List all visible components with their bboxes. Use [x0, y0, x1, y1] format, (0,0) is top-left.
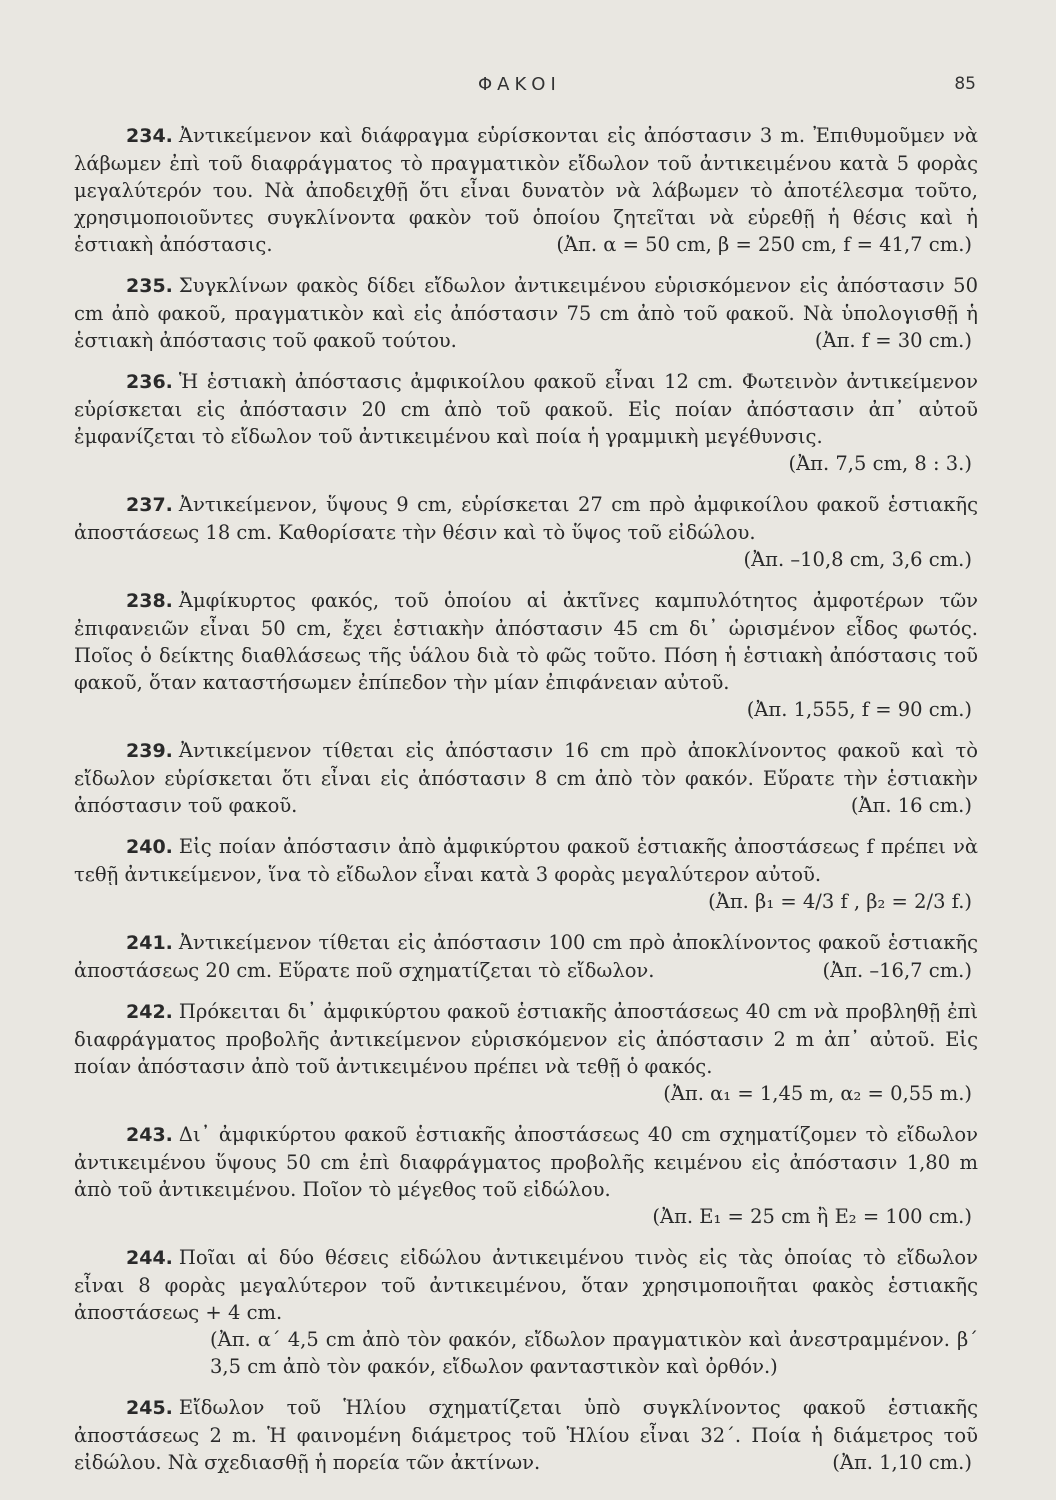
problem-answer: (Ἀπ. 7,5 cm, 8 : 3.)	[788, 452, 972, 475]
problem-answer: (Ἀπ. –16,7 cm.)	[822, 959, 972, 982]
problem-number: 239.	[126, 740, 173, 762]
problem-answer: (Ἀπ. E₁ = 25 cm ἢ E₂ = 100 cm.)	[652, 1205, 972, 1228]
problem-answer: (Ἀπ. f = 30 cm.)	[814, 329, 972, 352]
problem-text: Ἀντικείμενον καὶ διάφραγμα εὑρίσκονται εἰς ἀπόστασιν 3 m. Ἐπιθυμοῦμεν νὰ λάβωμεν ἐπὶ τοῦ διαφράγματος τὸ πραγματικὸν εἴδωλον τοῦ ἀντικειμένου κατὰ 5 φορὰς μεγαλύτερόν του. Νὰ ἀποδειχθῇ ὅτι εἶναι δυνατὸν νὰ λάβωμεν τὸ ἀποτέλεσμα τοῦτο, χρησιμοποιοῦντες συγκλίνοντα φακὸν τοῦ ὁποίου ζητεῖται νὰ εὑρεθῇ ἡ θέσις καὶ ἡ ἑστιακὴ ἀπόστασις.	[74, 124, 978, 256]
problem-answer: (Ἀπ. β₁ = 4/3 f , β₂ = 2/3 f.)	[708, 890, 972, 913]
problem-234	[74, 122, 978, 258]
problem-number: 243.	[126, 1124, 173, 1146]
problem-answer: (Ἀπ. 16 cm.)	[850, 794, 972, 817]
problem-number: 240.	[126, 836, 173, 858]
problem-answer: (Ἀπ. 1,10 cm.)	[832, 1451, 972, 1474]
problem-240	[74, 833, 978, 915]
problem-answer: (Ἀπ. –10,8 cm, 3,6 cm.)	[743, 548, 972, 571]
problem-text: Ἀντικείμενον τίθεται εἰς ἀπόστασιν 16 cm πρὸ ἀποκλίνοντος φακοῦ καὶ τὸ εἴδωλον εὑρίσκεται ὅτι εἶναι εἰς ἀπόστασιν 8 cm ἀπὸ τὸν φακόν. Εὕρατε τὴν ἑστιακὴν ἀπόστασιν τοῦ φακοῦ.	[74, 739, 978, 817]
problem-number: 244.	[126, 1247, 173, 1269]
problem-text: Ἀντικείμενον, ὕψους 9 cm, εὑρίσκεται 27 cm πρὸ ἀμφικοίλου φακοῦ ἑστιακῆς ἀποστάσεως 18 cm. Καθορίσατε τὴν θέσιν καὶ τὸ ὕψος τοῦ εἰδώλου.	[74, 493, 978, 544]
problem-number: 234.	[126, 125, 173, 147]
problem-text: Ἡ ἑστιακὴ ἀπόστασις ἀμφικοίλου φακοῦ εἶναι 12 cm. Φωτεινὸν ἀντικείμενον εὑρίσκεται εἰς ἀπόστασιν 20 cm ἀπὸ τοῦ φακοῦ. Εἰς ποίαν ἀπόστασιν ἀπ᾽ αὐτοῦ ἐμφανίζεται τὸ εἴδωλον τοῦ ἀντικειμένου καὶ ποία ἡ γραμμικὴ μεγέθυνσις.	[74, 370, 978, 448]
problem-number: 236.	[126, 371, 173, 393]
problem-235	[74, 272, 978, 354]
page-number: 85	[954, 74, 976, 94]
problem-number: 235.	[126, 275, 173, 297]
problem-answer: (Ἀπ. 1,555, f = 90 cm.)	[746, 698, 972, 721]
problem-answer: (Ἀπ. α = 50 cm, β = 250 cm, f = 41,7 cm.)	[556, 233, 972, 256]
problem-text: Συγκλίνων φακὸς δίδει εἴδωλον ἀντικειμένου εὑρισκόμενον εἰς ἀπόστασιν 50 cm ἀπὸ φακοῦ, πραγματικὸν καὶ εἰς ἀπόστασιν 75 cm ἀπὸ τοῦ φακοῦ. Νὰ ὑπολογισθῇ ἡ ἑστιακὴ ἀπόστασις τοῦ φακοῦ τούτου.	[74, 274, 978, 352]
problem-answer: (Ἀπ. α΄ 4,5 cm ἀπὸ τὸν φακόν, εἴδωλον πραγματικὸν καὶ ἀνεστραμμένον. β΄ 3,5 cm ἀπὸ τὸν φακόν, εἴδωλον φανταστικὸν καὶ ὀρθόν.)	[210, 1328, 978, 1378]
problem-236	[74, 368, 978, 477]
problem-number: 245.	[126, 1397, 173, 1419]
problem-text: Εἴδωλον τοῦ Ἡλίου σχηματίζεται ὑπὸ συγκλίνοντος φακοῦ ἑστιακῆς ἀποστάσεως 2 m. Ἡ φαινομένη διάμετρος τοῦ Ἡλίου εἶναι 32΄. Ποία ἡ διάμετρος τοῦ εἰδώλου. Νὰ σχεδιασθῇ ἡ πορεία τῶν ἀκτίνων.	[74, 1396, 978, 1474]
problem-number: 242.	[126, 1001, 173, 1023]
problem-237	[74, 491, 978, 573]
problem-text: Δι᾽ ἀμφικύρτου φακοῦ ἑστιακῆς ἀποστάσεως 40 cm σχηματίζομεν τὸ εἴδωλον ἀντικειμένου ὕψους 50 cm ἐπὶ διαφράγματος προβολῆς κειμένου εἰς ἀπόστασιν 1,80 m ἀπὸ τοῦ ἀντικειμένου. Ποῖον τὸ μέγεθος τοῦ εἰδώλου.	[74, 1123, 978, 1201]
problem-244	[74, 1244, 978, 1380]
problem-245	[74, 1394, 978, 1476]
problem-243	[74, 1121, 978, 1230]
problem-text: Ἀντικείμενον τίθεται εἰς ἀπόστασιν 100 cm πρὸ ἀποκλίνοντος φακοῦ ἑστιακῆς ἀποστάσεως 20 cm. Εὕρατε ποῦ σχηματίζεται τὸ εἴδωλον.	[74, 931, 978, 982]
problem-text: Ποῖαι αἱ δύο θέσεις εἰδώλου ἀντικειμένου τινὸς εἰς τὰς ὁποίας τὸ εἴδωλον εἶναι 8 φορὰς μεγαλύτερον τοῦ ἀντικειμένου, ὅταν χρησιμοποιῆται φακὸς ἑστιακῆς ἀποστάσεως + 4 cm.	[74, 1246, 978, 1324]
problem-text: Εἰς ποίαν ἀπόστασιν ἀπὸ ἀμφικύρτου φακοῦ ἑστιακῆς ἀποστάσεως f πρέπει νὰ τεθῇ ἀντικείμενον, ἵνα τὸ εἴδωλον εἶναι κατὰ 3 φορὰς μεγαλύτερον αὐτοῦ.	[74, 835, 978, 886]
problem-number: 237.	[126, 494, 173, 516]
problem-241	[74, 929, 978, 984]
page-header	[0, 74, 1056, 102]
problem-answer: (Ἀπ. α₁ = 1,45 m, α₂ = 0,55 m.)	[663, 1082, 972, 1105]
problem-239	[74, 737, 978, 819]
problem-238	[74, 587, 978, 723]
problem-text: Πρόκειται δι᾽ ἀμφικύρτου φακοῦ ἑστιακῆς ἀποστάσεως 40 cm νὰ προβληθῇ ἐπὶ διαφράγματος προβολῆς ἀντικείμενον εὑρισκόμενον εἰς ἀπόστασιν 2 m ἀπ᾽ αὐτοῦ. Εἰς ποίαν ἀπόστασιν ἀπὸ τοῦ ἀντικειμένου πρέπει νὰ τεθῇ ὁ φακός.	[74, 1000, 978, 1078]
running-title: ΦΑΚΟΙ	[478, 74, 561, 95]
problem-list	[74, 122, 978, 1490]
problem-242	[74, 998, 978, 1107]
problem-number: 238.	[126, 590, 173, 612]
problem-text: Ἀμφίκυρτος φακός, τοῦ ὁποίου αἱ ἀκτῖνες καμπυλότητος ἀμφοτέρων τῶν ἐπιφανειῶν εἶναι 50 cm, ἔχει ἑστιακὴν ἀπόστασιν 45 cm δι᾽ ὡρισμένον εἶδος φωτός. Ποῖος ὁ δείκτης διαθλάσεως τῆς ὑάλου διὰ τὸ φῶς τοῦτο. Πόση ἡ ἑστιακὴ ἀπόστασις τοῦ φακοῦ, ὅταν καταστήσωμεν ἐπίπεδον τὴν μίαν ἐπιφάνειαν αὐτοῦ.	[74, 589, 978, 694]
problem-number: 241.	[126, 932, 173, 954]
